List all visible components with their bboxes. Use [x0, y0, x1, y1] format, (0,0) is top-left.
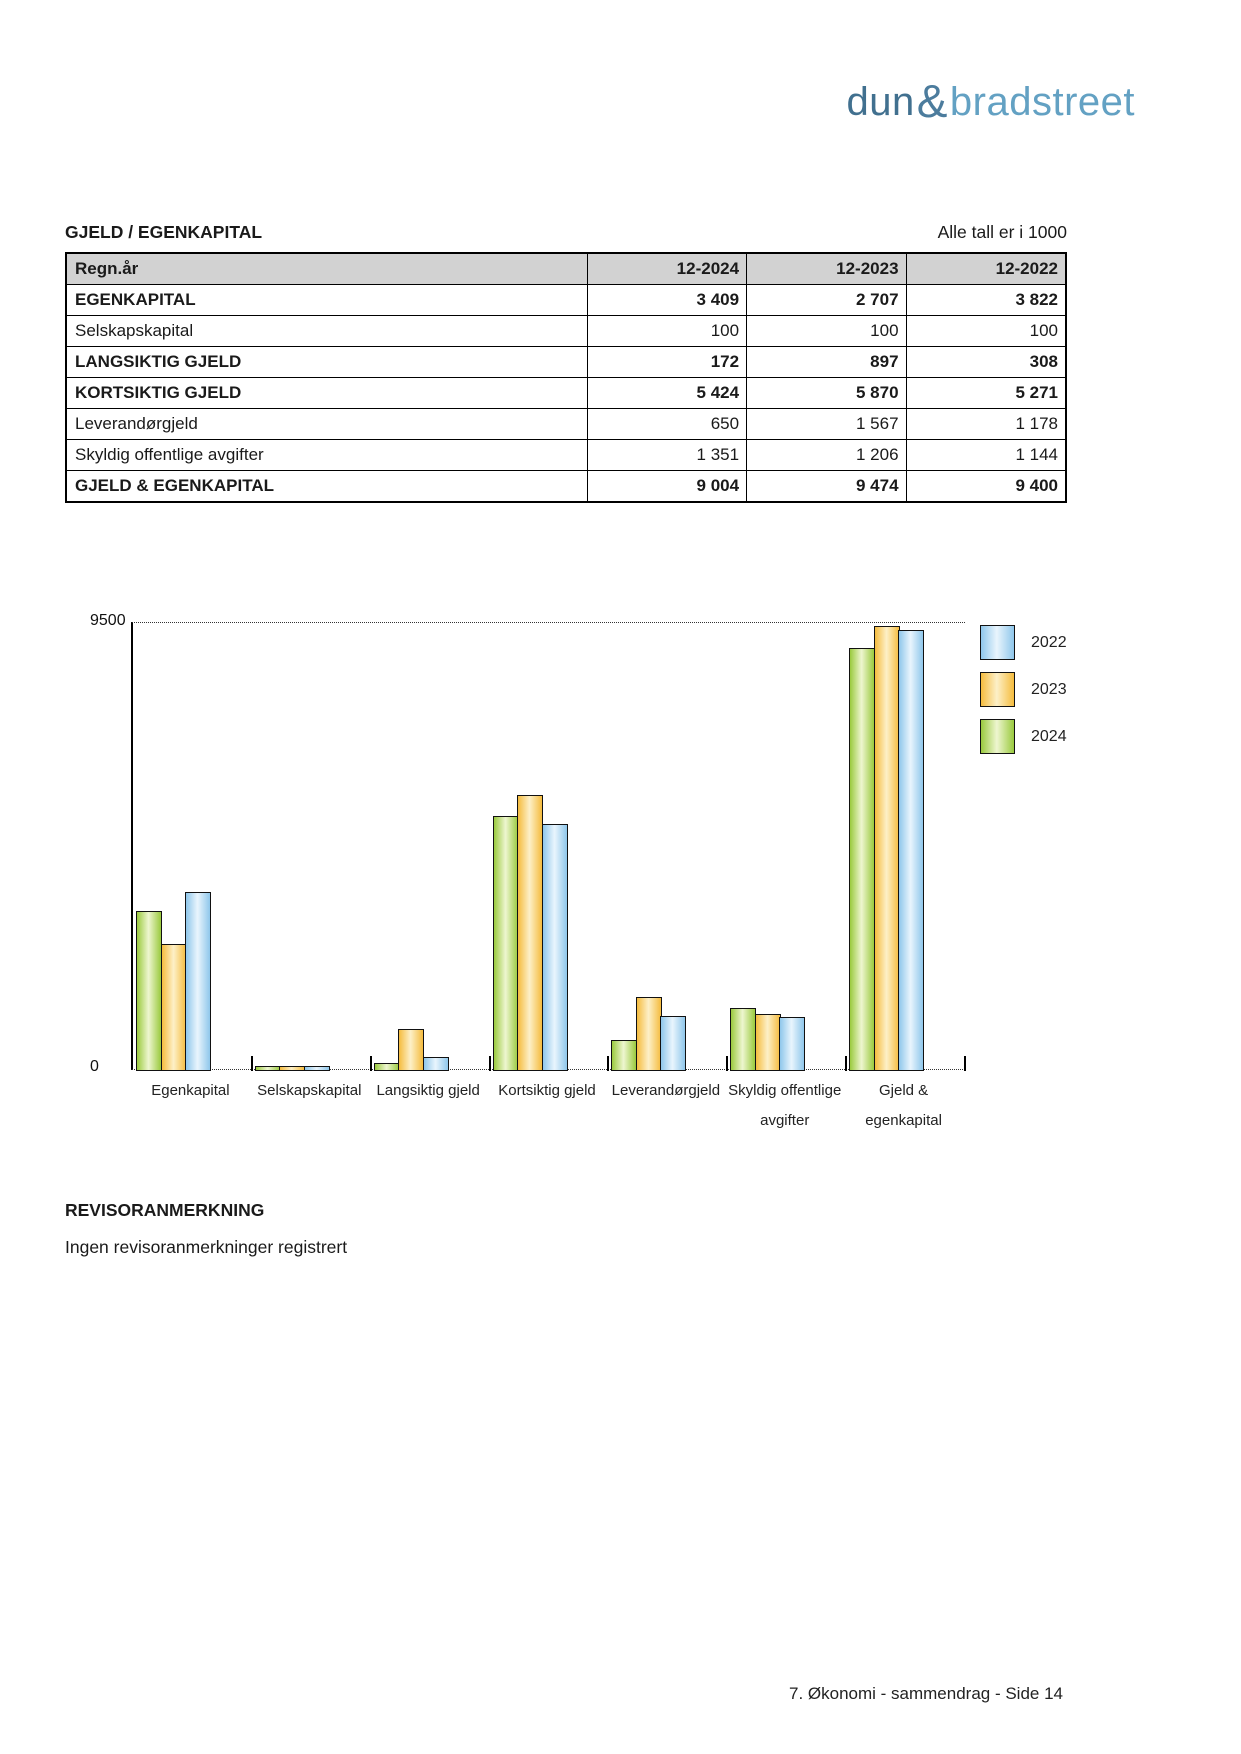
- y-axis-max-label: 9500: [90, 612, 126, 630]
- legend-label-2023: 2023: [1031, 680, 1067, 698]
- bar-2022: [423, 1057, 449, 1071]
- bar-cluster: [255, 1066, 330, 1071]
- x-axis-label: Skyldig offentlige avgifter: [728, 1082, 842, 1129]
- bar-2023: [279, 1066, 305, 1071]
- row-label: LANGSIKTIG GJELD: [66, 347, 587, 378]
- bar-2023: [398, 1029, 424, 1071]
- row-value: 100: [587, 316, 746, 347]
- financial-table-body: [66, 285, 1066, 503]
- row-value: 1 351: [587, 440, 746, 471]
- x-axis-label: Langsiktig gjeld: [376, 1082, 480, 1099]
- bar-2022: [185, 892, 211, 1071]
- bar-2022: [779, 1017, 805, 1071]
- table-row: [66, 378, 1066, 409]
- row-value: 897: [747, 347, 906, 378]
- row-value: 650: [587, 409, 746, 440]
- bar-2024: [136, 911, 162, 1071]
- bar-2024: [730, 1008, 756, 1071]
- row-value: 1 206: [747, 440, 906, 471]
- legend-swatch-2023: [980, 672, 1015, 707]
- bar-cluster: [849, 626, 924, 1071]
- row-value: 172: [587, 347, 746, 378]
- table-row: [66, 316, 1066, 347]
- table-row: [66, 347, 1066, 378]
- x-axis-label: Gjeld & egenkapital: [865, 1082, 942, 1129]
- x-axis-labels: [131, 1076, 963, 1136]
- header-col-2024: 12-2024: [587, 253, 746, 285]
- bar-2022: [542, 824, 568, 1071]
- bar-group-6: [727, 623, 846, 1069]
- auditor-heading: REVISORANMERKNING: [65, 1200, 265, 1220]
- header-col-2022: 12-2022: [906, 253, 1066, 285]
- page-footer: 7. Økonomi - sammendrag - Side 14: [788, 1684, 1063, 1703]
- bar-group-4: [490, 623, 609, 1069]
- bar-2024: [493, 816, 519, 1071]
- header-col-2023: 12-2023: [747, 253, 906, 285]
- bar-group-5: [608, 623, 727, 1069]
- bar-cluster: [136, 892, 211, 1071]
- table-row: [66, 440, 1066, 471]
- financial-table: [65, 252, 1067, 503]
- bar-2023: [161, 944, 187, 1071]
- x-axis-label: Leverandørgjeld: [611, 1082, 721, 1099]
- bar-group-2: [252, 623, 371, 1069]
- bar-group-3: [371, 623, 490, 1069]
- bar-2023: [636, 997, 662, 1071]
- bar-2023: [755, 1014, 781, 1071]
- logo-dun-text: dun: [846, 80, 915, 124]
- bar-2022: [898, 630, 924, 1071]
- table-header-row: [66, 253, 1066, 285]
- bar-2022: [660, 1016, 686, 1071]
- row-label: Skyldig offentlige avgifter: [66, 440, 587, 471]
- table-unit-note: Alle tall er i 1000: [937, 222, 1067, 242]
- dun-bradstreet-logo: [846, 72, 1135, 126]
- row-value: 9 474: [747, 471, 906, 503]
- legend-item-2024: [980, 719, 1067, 754]
- bar-group-1: [133, 623, 252, 1069]
- plot-area: [131, 622, 965, 1070]
- row-value: 9 400: [906, 471, 1066, 503]
- bar-2022: [304, 1066, 330, 1071]
- auditor-text: Ingen revisoranmerkninger registrert: [65, 1237, 348, 1257]
- row-value: 5 271: [906, 378, 1066, 409]
- bar-group-7: [846, 623, 965, 1069]
- bar-2024: [374, 1063, 400, 1071]
- logo-ampersand-icon: &: [916, 75, 948, 127]
- logo-bradstreet-text: bradstreet: [949, 80, 1135, 124]
- row-value: 1 144: [906, 440, 1066, 471]
- row-value: 1 567: [747, 409, 906, 440]
- bar-cluster: [730, 1008, 805, 1071]
- chart-legend: [980, 625, 1067, 766]
- legend-swatch-2024: [980, 719, 1015, 754]
- x-axis-label: Kortsiktig gjeld: [498, 1082, 596, 1099]
- legend-label-2022: 2022: [1031, 633, 1067, 651]
- bar-2024: [611, 1040, 637, 1071]
- row-value: 2 707: [747, 285, 906, 316]
- row-label: EGENKAPITAL: [66, 285, 587, 316]
- row-value: 5 424: [587, 378, 746, 409]
- row-label: GJELD & EGENKAPITAL: [66, 471, 587, 503]
- x-axis-tick: [964, 1056, 966, 1071]
- legend-item-2023: [980, 672, 1067, 707]
- row-value: 100: [747, 316, 906, 347]
- row-value: 5 870: [747, 378, 906, 409]
- row-label: Selskapskapital: [66, 316, 587, 347]
- legend-item-2022: [980, 625, 1067, 660]
- table-title: GJELD / EGENKAPITAL: [65, 222, 263, 242]
- bar-2024: [255, 1066, 281, 1071]
- row-value: 3 822: [906, 285, 1066, 316]
- bar-2023: [874, 626, 900, 1071]
- table-row: [66, 285, 1066, 316]
- bar-cluster: [374, 1029, 449, 1071]
- row-value: 9 004: [587, 471, 746, 503]
- bar-2023: [517, 795, 543, 1071]
- x-axis-label: Selskapskapital: [257, 1082, 362, 1099]
- row-value: 3 409: [587, 285, 746, 316]
- x-axis-label: Egenkapital: [151, 1082, 230, 1099]
- table-row: [66, 409, 1066, 440]
- table-row: [66, 471, 1066, 503]
- bar-cluster: [493, 795, 568, 1071]
- row-value: 1 178: [906, 409, 1066, 440]
- auditor-section: [65, 1200, 347, 1258]
- bar-2024: [849, 648, 875, 1071]
- row-value: 100: [906, 316, 1066, 347]
- row-label: Leverandørgjeld: [66, 409, 587, 440]
- table-title-row: [65, 222, 1067, 243]
- row-label: KORTSIKTIG GJELD: [66, 378, 587, 409]
- row-value: 308: [906, 347, 1066, 378]
- header-label: Regn.år: [66, 253, 587, 285]
- y-axis-zero-label: 0: [90, 1058, 99, 1076]
- legend-label-2024: 2024: [1031, 727, 1067, 745]
- bar-cluster: [611, 997, 686, 1071]
- legend-swatch-2022: [980, 625, 1015, 660]
